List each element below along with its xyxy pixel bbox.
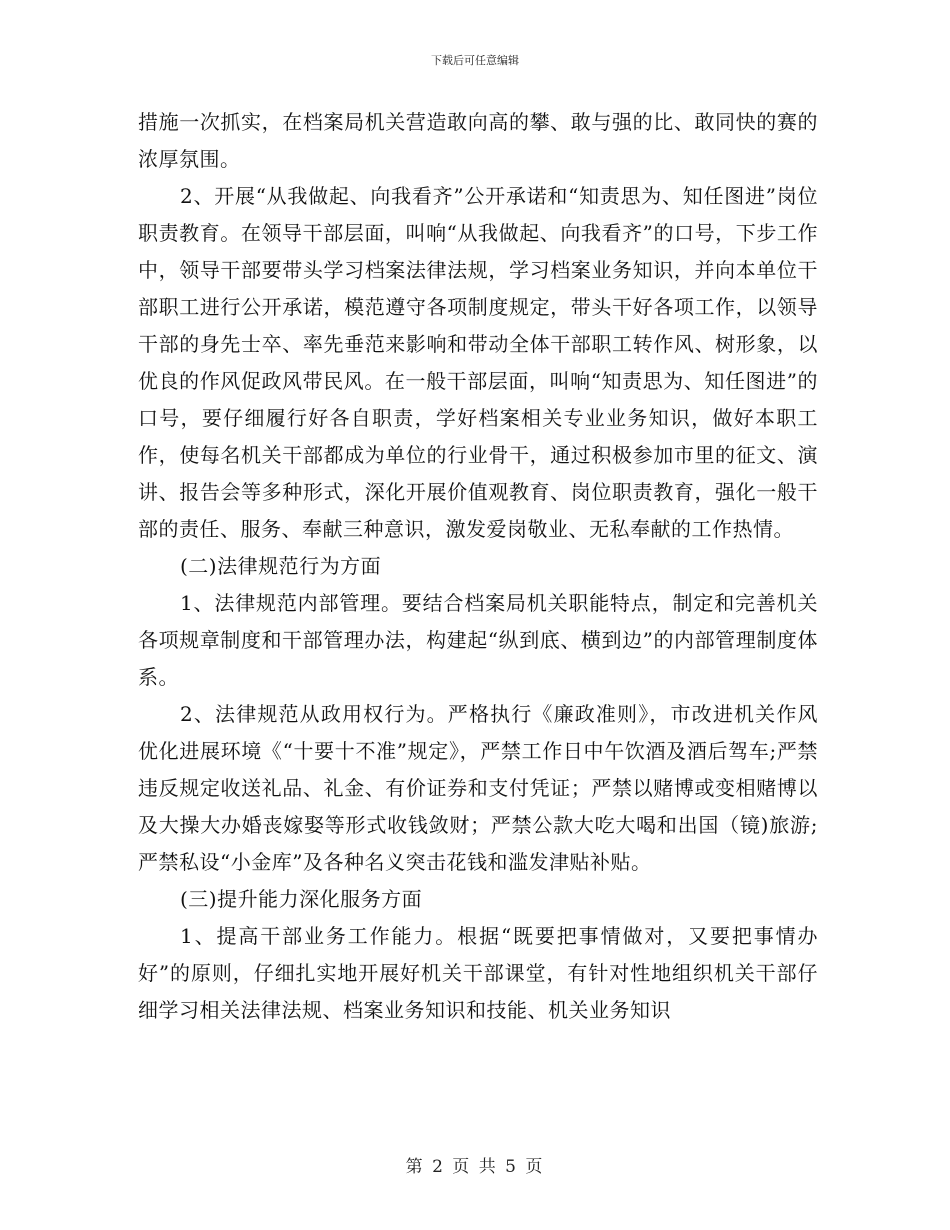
section-heading-3: (三)提升能力深化服务方面 [180, 887, 423, 911]
document-body [138, 104, 818, 1029]
section-heading-2: (二)法律规范行为方面 [180, 554, 382, 578]
page-number: 第 2 页 共 5 页 [405, 1157, 545, 1177]
paragraph-2: 2、开展“从我做起、向我看齐”公开承诺和“知责思为、知任图进”岗位职责教育。在领导干部层面，叫响“从我做起、向我看齐”的口号，下步工作中，领导干部要带头学习档案法律法规，学习档案业务知识，并向本单位干部职工进行公开承诺，模范遵守各项制度规定，带头干好各项工作，以领导干部的身先士卒、率先垂范来影响和带动全体干部职工转作风、树形象，以优良的作风促政风带民风。在一般干部层面，叫响“知责思为、知任图进”的口号，要仔细履行好各自职责，学好档案相关专业业务知识，做好本职工作，使每名机关干部都成为单位的行业骨干，通过积极参加市里的征文、演讲、报告会等多种形式，深化开展价值观教育、岗位职责教育，强化一般干部的责任、服务、奉献三种意识，激发爱岗敬业、无私奉献的工作热情。 [138, 184, 818, 541]
paragraph-5: 1、提高干部业务工作能力。根据“既要把事情做对，又要把事情办好”的原则，仔细扎实地开展好机关干部课堂，有针对性地组织机关干部仔细学习相关法律法规、档案业务知识和技能、机关业务知识 [138, 924, 818, 1022]
page-header: 下载后可任意编辑 [431, 54, 519, 67]
paragraph-3: 1、法律规范内部管理。要结合档案局机关职能特点，制定和完善机关各项规章制度和干部管理办法，构建起“纵到底、横到边”的内部管理制度体系。 [138, 591, 818, 689]
paragraph-1: 措施一次抓实，在档案局机关营造敢向高的攀、敢与强的比、敢同快的赛的浓厚氛围。 [138, 110, 818, 171]
paragraph-4: 2、法律规范从政用权行为。严格执行《廉政准则》，市改进机关作风优化进展环境《“十要十不准”规定》，严禁工作日中午饮酒及酒后驾车;严禁违反规定收送礼品、礼金、有价证券和支付凭证；严禁以赌博或变相赌博以及大操大办婚丧嫁娶等形式收钱敛财；严禁公款大吃大喝和出国（镜)旅游;严禁私设“小金库”及各种名义突击花钱和滥发津贴补贴。 [138, 702, 818, 874]
